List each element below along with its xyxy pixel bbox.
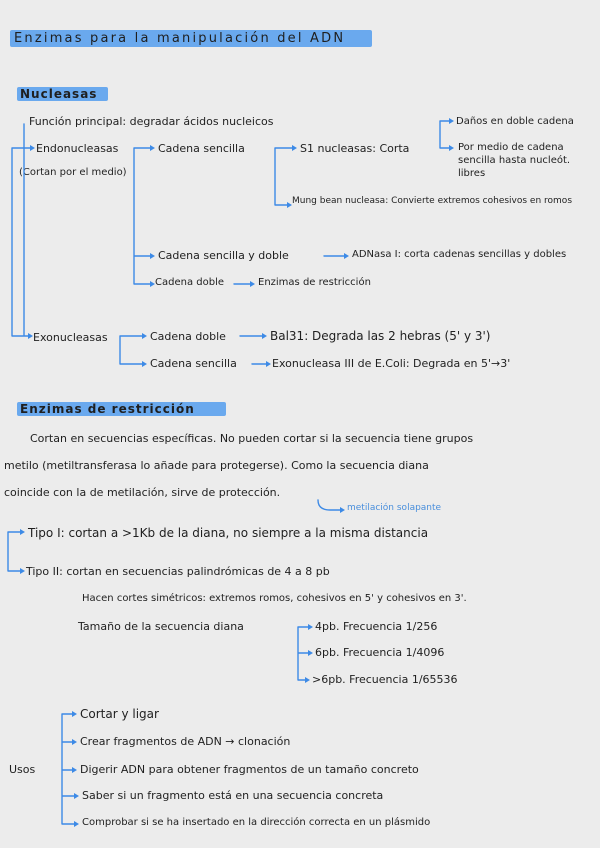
por-medio-line2: sencilla hasta nucleót. <box>458 155 571 166</box>
exonucleasas-label: Exonucleasas <box>33 331 108 344</box>
uso-item: Crear fragmentos de ADN → clonación <box>80 735 291 748</box>
bal31: Bal31: Degrada las 2 hebras (5' y 3') <box>270 329 491 343</box>
uso-item: Saber si un fragmento está en una secuencia concreta <box>82 789 384 802</box>
nucleasas-heading: Nucleasas <box>20 87 98 101</box>
enzimas-restriccion-link: Enzimas de restricción <box>258 277 371 288</box>
restriccion-paragraph-1: Cortan en secuencias específicas. No pueden cortar si la secuencia tiene grupos <box>30 432 474 445</box>
restriccion-paragraph-2: metilo (metiltransferasa lo añade para protegerse). Como la secuencia diana <box>4 459 429 472</box>
endo-cadena-sencilla: Cadena sencilla <box>158 142 245 155</box>
frecuencia-4pb: 4pb. Frecuencia 1/256 <box>315 620 438 633</box>
uso-item: Digerir ADN para obtener fragmentos de un tamaño concreto <box>80 763 419 776</box>
endo-cadena-sencilla-doble: Cadena sencilla y doble <box>158 249 289 262</box>
danos-doble-cadena: Daños en doble cadena <box>456 116 574 127</box>
restriccion-paragraph-3: coincide con la de metilación, sirve de protección. <box>4 486 281 499</box>
frecuencia-6pb: 6pb. Frecuencia 1/4096 <box>315 646 445 659</box>
adnasa-i: ADNasa I: corta cadenas sencillas y dobles <box>352 249 567 260</box>
tamano-secuencia-diana: Tamaño de la secuencia diana <box>78 620 244 633</box>
mung-bean-nucleasa: Mung bean nucleasa: Convierte extremos cohesivos en romos <box>292 196 573 206</box>
endonucleasas-note: (Cortan por el medio) <box>19 167 127 178</box>
por-medio-line1: Por medio de cadena <box>458 142 564 153</box>
tipo-ii: Tipo II: cortan en secuencias palindrómicas de 4 a 8 pb <box>26 565 330 578</box>
metilacion-solapante-note: metilación solapante <box>347 503 442 513</box>
endonucleasas-label: Endonucleasas <box>36 142 119 155</box>
tipo-i: Tipo I: cortan a >1Kb de la diana, no siempre a la misma distancia <box>28 526 429 540</box>
exonucleasa-iii: Exonucleasa III de E.Coli: Degrada en 5'→3' <box>272 357 511 370</box>
endo-cadena-doble: Cadena doble <box>155 277 224 288</box>
exo-cadena-doble: Cadena doble <box>150 330 226 343</box>
usos-label: Usos <box>9 763 36 776</box>
frecuencia-mas-6pb: >6pb. Frecuencia 1/65536 <box>312 673 458 686</box>
cortes-simetricos: Hacen cortes simétricos: extremos romos, cohesivos en 5' y cohesivos en 3'. <box>82 593 467 604</box>
restriccion-heading: Enzimas de restricción <box>20 402 195 416</box>
por-medio-line3: libres <box>458 168 486 179</box>
page-title: Enzimas para la manipulación del ADN <box>14 31 346 46</box>
exo-cadena-sencilla: Cadena sencilla <box>150 357 237 370</box>
s1-nucleasas: S1 nucleasas: Corta <box>300 142 410 155</box>
nucleasas-function: Función principal: degradar ácidos nucleicos <box>29 115 274 128</box>
uso-item: Cortar y ligar <box>80 707 159 721</box>
uso-item: Comprobar si se ha insertado en la dirección correcta en un plásmido <box>82 817 431 828</box>
